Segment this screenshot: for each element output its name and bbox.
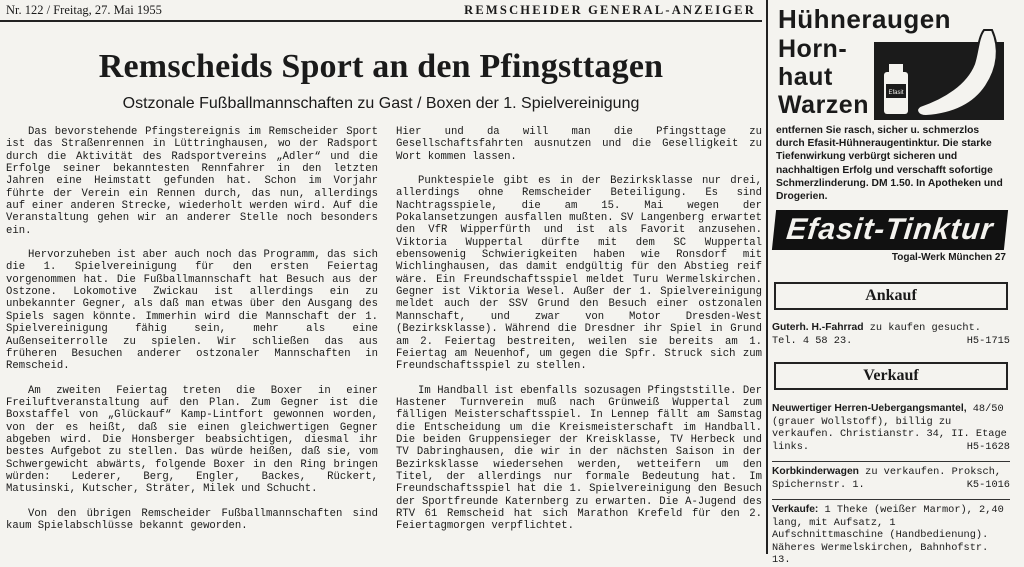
classified-ad [772, 466, 1010, 491]
classified-code: H5-1715 [966, 334, 1010, 347]
classified-text: zu kaufen gesucht. Tel. 4 58 23. [772, 322, 981, 347]
paragraph: Am zweiten Feiertag treten die Boxer in einer Freiluftveranstaltung auf den Plan. Zum Gegner ist die Boxstaffel von „Glückauf“ Kamp-Lintfort gewonnen worden, von der es heißt, daß sie einen gleichwertigen Gegner abgeben wird. Die Honsberger beabsichtigen, diesmal ihr bestes Aufgebot zu stellen. Das würde heißen, daß sie, vom Schwergewicht abwärts, folgende Boxer in den Ring bringen würden: Lederer, Berg, Engler, Backes, Rückert, Matusinski, Kutscher, Sträter, Milek und Schucht. [6, 384, 378, 496]
paragraph: Von den übrigen Remscheider Fußballmannschaften sind kaum Spielabschlüsse bekannt geworden. [6, 507, 378, 532]
ad-maker: Togal-Werk München 27 [891, 252, 1006, 263]
divider [772, 499, 1010, 500]
paragraph: Im Handball ist ebenfalls sozusagen Pfingststille. Der Hastener Turnverein muß nach Grünweiß Wuppertal zum fälligen Meisterschaftsspiel. In Lennep fällt am Samstag die Entscheidung um die Kreismeisterschaft im Handball. Die beiden Gruppensieger der Kreisklasse, TV Herbeck und TV Dabringhausen, die wir in der nächsten Saison in der Bezirksklasse wiedersehen werden, wetteifern um den Titel, der allerdings nur formale Bedeutung hat. Im Freundschaftsspiel hat die 1. Spielvereinigung den Besuch der Sportfreunde Katernberg zu erwarten. Die A-Jugend des RTV 61 Remscheid hat sich Marathon Krefeld für den 2. Feiertagmorgen verpflichtet. [396, 384, 762, 533]
classified-lead: Neuwertiger Herren-Uebergangsmantel, [772, 403, 967, 414]
paragraph: Hier und da will man die Pfingsttage zu Gesellschaftsfahrten ausnutzen und die Geselligkeit zu Wort kommen lassen. [396, 126, 762, 163]
issue-line: Nr. 122 / Freitag, 27. Mai 1955 [6, 3, 162, 17]
classified-ad [772, 403, 1010, 453]
classified-ad [772, 504, 1010, 567]
classified-text: 48/50 (grauer Wollstoff), billig zu verkaufen. Christianstr. 34, II. Etage links. [772, 403, 1007, 453]
divider [772, 461, 1010, 462]
classified-lead: Korbkinderwagen [772, 466, 859, 477]
classified-text: 1 Theke (weißer Marmor), 2,40 lang, mit Aufsatz, 1 Aufschnittmaschine (Handbedienung). Näheres Wermelskirchen, Bahnhofstr. 13. [772, 504, 1004, 567]
foot-and-bottle-illustration [874, 28, 1004, 120]
classified-text: zu verkaufen. Proksch, Spichernstr. 1. [772, 466, 1002, 491]
article-column-2 [396, 126, 762, 545]
newspaper-name: REMSCHEIDER GENERAL-ANZEIGER [464, 3, 756, 17]
verkauf-header: Verkauf [774, 362, 1008, 390]
classified-code: H5-1628 [966, 440, 1010, 453]
article-column-1 [6, 126, 378, 544]
column-rule [766, 0, 768, 554]
paragraph: Das bevorstehende Pfingstereignis im Remscheider Sport ist das Straßenrennen in Lüttringhausen, wo der Radsport durch die Aktivität des Radsportvereins „Adler“ und die Erfolge seiner bekanntesten Rennfahrer in den letzten Jahren eine Heimstatt gefunden hat. Schon im Vorjahr führte der Verein ein Rennen durch, das nun, allerdings auf einer anderen Strecke, wiederholt werden wird. Auf die Veranstaltung gehen wir an anderer Stelle noch besonders ein. [6, 126, 378, 237]
ad-body: entfernen Sie rasch, sicher u. schmerzlos durch Efasit-Hühneraugentinktur. Die starke Tiefenwirkung verbürgt sicheren und nachhaltigen Erfolg und verschafft sofortige Schmerzlinderung. DM 1.50. In Apotheken und Drogerien. [776, 125, 1003, 203]
paragraph: Punktespiele gibt es in der Bezirksklasse nur drei, allerdings ohne Remscheider Beteiligung. Es sind Nachtragsspiele, die am 15. Mai wegen der Pokalansetzungen ausfallen mußten. SV Langenberg erwartet den VfR Wipperfürth und ist als Favorit anzusehen. Viktoria Wuppertal dürfte mit dem SC Wuppertal ebensowenig Schwierigkeiten haben wie Ronsdorf mit Wichlinghausen, das damit endgültig für den Abstieg reif wäre. Ein Freundschaftsspiel meldet Turu Wermelskirchen. Gegner ist Viktoria Wesel. Außer der 1. Spielvereinigung meldet auch der SSV Grund den Besuch einer ostzonalen Mannschaft, und zwar von Motor Dresden-West (Bezirksklasse). Während die Dresdner ihr Spiel in Grund am 2. Feiertag bestreiten, weilen sie bereits am 1. Feiertag am Neuenhof, um gegen die Spfr. Struck sich zum Freundschaftsspiel zu stellen. [396, 175, 762, 373]
ad-title-3: haut [778, 63, 833, 91]
ad-title-1: Hühneraugen [778, 4, 952, 34]
ad-brand-banner: Efasit-Tinktur [772, 210, 1008, 250]
paragraph: Hervorzuheben ist aber auch noch das Programm, das sich die 1. Spielvereinigung für den ersten Feiertag vorgenommen hat. Die Fußballmannschaft hat Besuch aus der Ostzone. Lokomotive Zwickau ist allerdings ein zu unbekannter Gegner, als daß man etwas über den Ausgang des Spiels sagen könnte. Immerhin wird die Mannschaft der 1. Spielvereinigung fähig sein, mehr als eine Außenseiterrolle zu spielen. Wir schließen das aus früheren Besuchen anderer ostzonaler Mannschaften in Remscheid. [6, 249, 378, 373]
ad-title-4: Warzen [778, 91, 869, 119]
classified-code: K5-1016 [966, 478, 1010, 491]
ad-title-2: Horn- [778, 35, 848, 63]
article-subhead: Ostzonale Fußballmannschaften zu Gast / Boxen der 1. Spielvereinigung [122, 95, 640, 112]
ankauf-header: Ankauf [774, 282, 1008, 310]
corn-remedy-ad [772, 4, 1022, 230]
classified-ad [772, 322, 1010, 347]
article-headline: Remscheids Sport an den Pfingsttagen [98, 48, 664, 85]
bottle-label: Efasit [888, 90, 904, 96]
classified-lead: Verkaufe: [772, 504, 819, 515]
masthead [0, 0, 762, 22]
classified-lead: Guterh. H.-Fahrrad [772, 322, 864, 333]
